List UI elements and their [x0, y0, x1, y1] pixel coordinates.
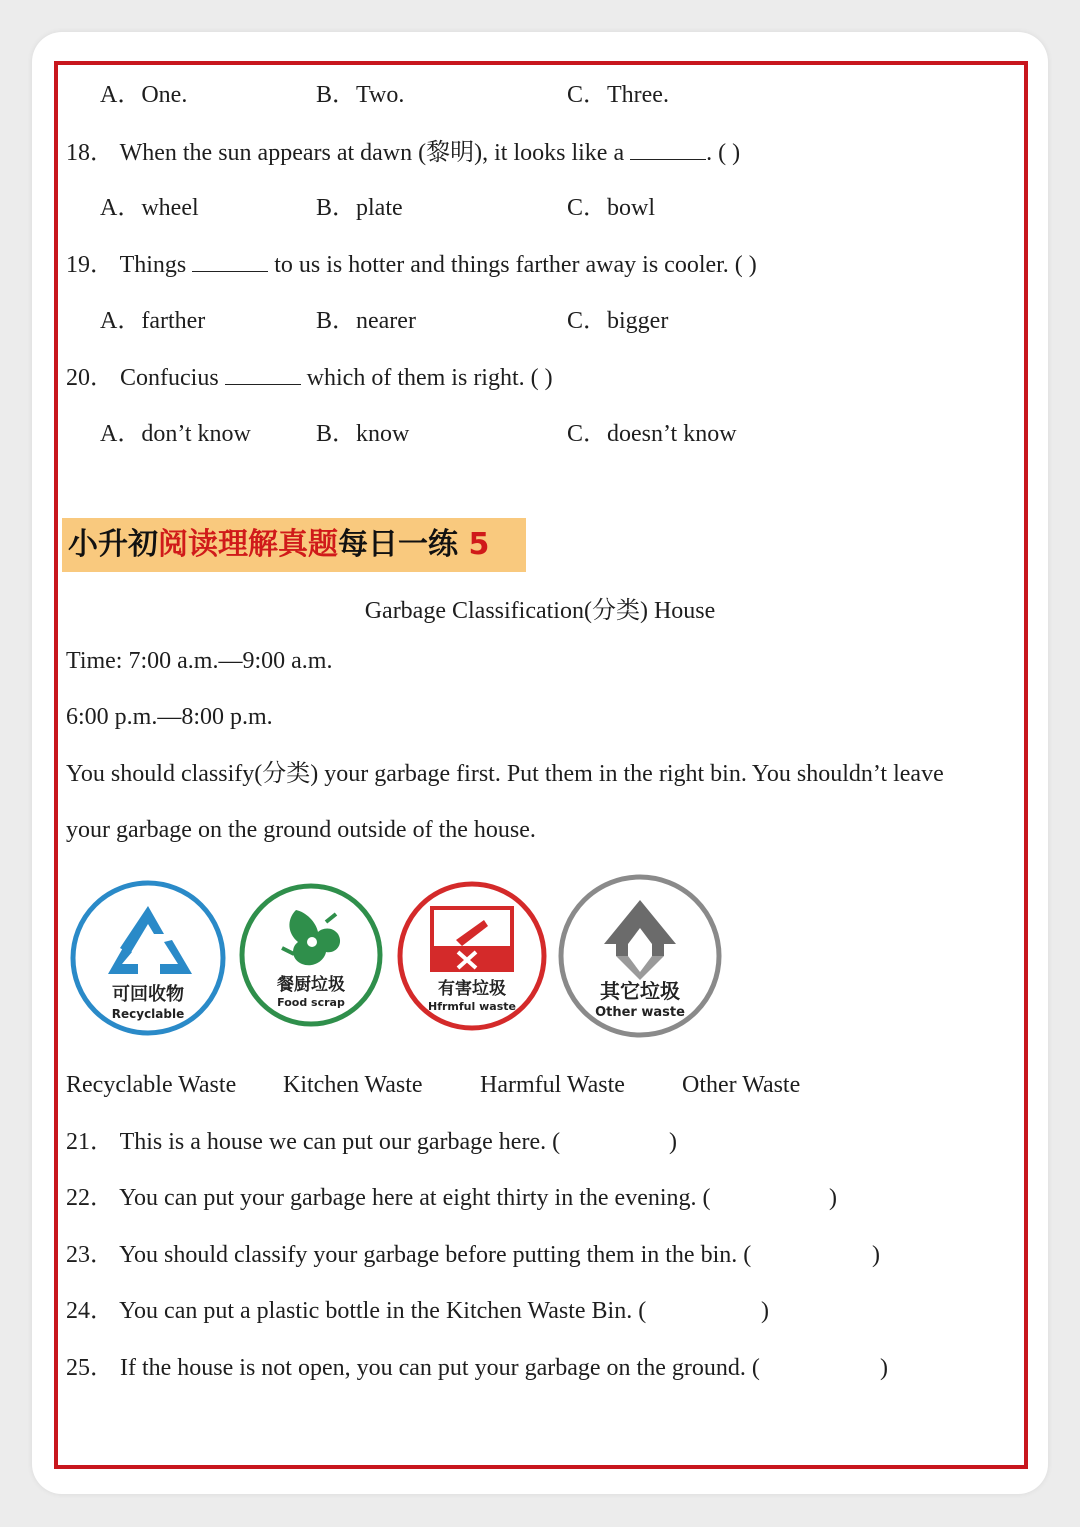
q20-option-b: B．know [316, 421, 410, 447]
bin-cn-label: 可回收物 [112, 984, 184, 1005]
banner-part3: 每日一练 [338, 527, 458, 562]
question-text: When the sun appears at dawn (黎明), it looks like a [119, 140, 625, 166]
question-text: Confucius [120, 365, 219, 391]
other-waste-icon [556, 872, 724, 1040]
statement-23 [66, 1240, 751, 1270]
q20-option-c: C．doesn’t know [567, 421, 737, 447]
caption-kitchen: Kitchen Waste [283, 1072, 423, 1098]
statement-22 [66, 1183, 711, 1213]
question-number: 21． [66, 1129, 114, 1155]
question-text-end: to us is hotter and things farther away is cooler. ( ) [274, 252, 757, 278]
harmful-badge [396, 880, 548, 1032]
bin-icons-row [62, 870, 742, 1045]
question-19 [66, 249, 757, 280]
question-number: 23． [66, 1242, 114, 1268]
answer-blank [225, 362, 301, 385]
harmful-icon [396, 880, 548, 1032]
statement-25 [66, 1353, 760, 1383]
statement-24-close: ) [761, 1298, 769, 1324]
other-waste-badge [556, 872, 724, 1040]
q20-option-a: A．don’t know [100, 421, 251, 447]
recycle-icon [68, 878, 228, 1038]
passage-title: Garbage Classification(分类) House [364, 598, 716, 624]
banner-part2: 阅读理解真题 [158, 527, 338, 562]
passage-body-2: your garbage on the ground outside of the house. [66, 817, 536, 843]
question-number: 25． [66, 1355, 114, 1381]
q18-option-c: C．bowl [567, 195, 656, 221]
q17-option-a: A．One. [100, 82, 188, 108]
question-text-end: . ( ) [706, 140, 741, 166]
recyclable-badge [68, 878, 228, 1038]
caption-harmful: Harmful Waste [480, 1072, 625, 1098]
passage-time-2: 6:00 p.m.—8:00 p.m. [66, 704, 273, 730]
bin-en-label: Recyclable [111, 1007, 185, 1021]
q19-option-c: C．bigger [567, 308, 669, 334]
food-scrap-badge [238, 882, 384, 1028]
answer-blank [630, 137, 706, 160]
passage-body-1: You should classify(分类) your garbage first. Put them in the right bin. You shouldn’t leave [66, 761, 944, 787]
statement-text: If the house is not open, you can put your garbage on the ground. ( [120, 1355, 760, 1381]
statement-21-close: ) [669, 1129, 677, 1155]
caption-recyclable: Recyclable Waste [66, 1072, 237, 1098]
food-scrap-icon [238, 882, 384, 1028]
q19-option-a: A．farther [100, 308, 206, 334]
answer-blank [192, 249, 268, 272]
q17-option-b: B．Two. [316, 82, 405, 108]
bin-cn-label: 其它垃圾 [600, 979, 680, 1003]
statement-text: You can put your garbage here at eight thirty in the evening. ( [119, 1185, 711, 1211]
statement-22-close: ) [829, 1185, 837, 1211]
statement-25-close: ) [880, 1355, 888, 1381]
question-number: 22． [66, 1185, 114, 1211]
statement-23-close: ) [872, 1242, 880, 1268]
question-number: 24． [66, 1298, 114, 1324]
q18-option-b: B．plate [316, 195, 403, 221]
bin-en-label: Hfrmful waste [428, 1000, 516, 1013]
banner-part4: 5 [458, 527, 490, 562]
q19-option-b: B．nearer [316, 308, 416, 334]
bin-en-label: Food scrap [277, 996, 345, 1009]
passage-time-1: Time: 7:00 a.m.—9:00 a.m. [66, 648, 333, 674]
question-20 [66, 362, 553, 393]
statement-text: You can put a plastic bottle in the Kitchen Waste Bin. ( [119, 1298, 647, 1324]
caption-other: Other Waste [682, 1072, 801, 1098]
q18-option-a: A．wheel [100, 195, 199, 221]
statement-24 [66, 1296, 646, 1326]
statement-21 [66, 1127, 560, 1157]
question-number: 19． [66, 252, 114, 278]
question-number: 20． [66, 365, 114, 391]
bin-cn-label: 餐厨垃圾 [277, 975, 345, 995]
bin-cn-label: 有害垃圾 [438, 979, 506, 999]
question-18 [66, 137, 740, 168]
q17-option-c: C．Three. [567, 82, 669, 108]
statement-text: This is a house we can put our garbage here. ( [119, 1129, 561, 1155]
question-number: 18． [66, 140, 114, 166]
question-text: Things [119, 252, 187, 278]
bin-en-label: Other waste [595, 1005, 685, 1020]
statement-text: You should classify your garbage before putting them in the bin. ( [119, 1242, 752, 1268]
banner-part1: 小升初 [68, 527, 158, 562]
section-banner [62, 518, 526, 572]
question-text-end: which of them is right. ( ) [306, 365, 553, 391]
